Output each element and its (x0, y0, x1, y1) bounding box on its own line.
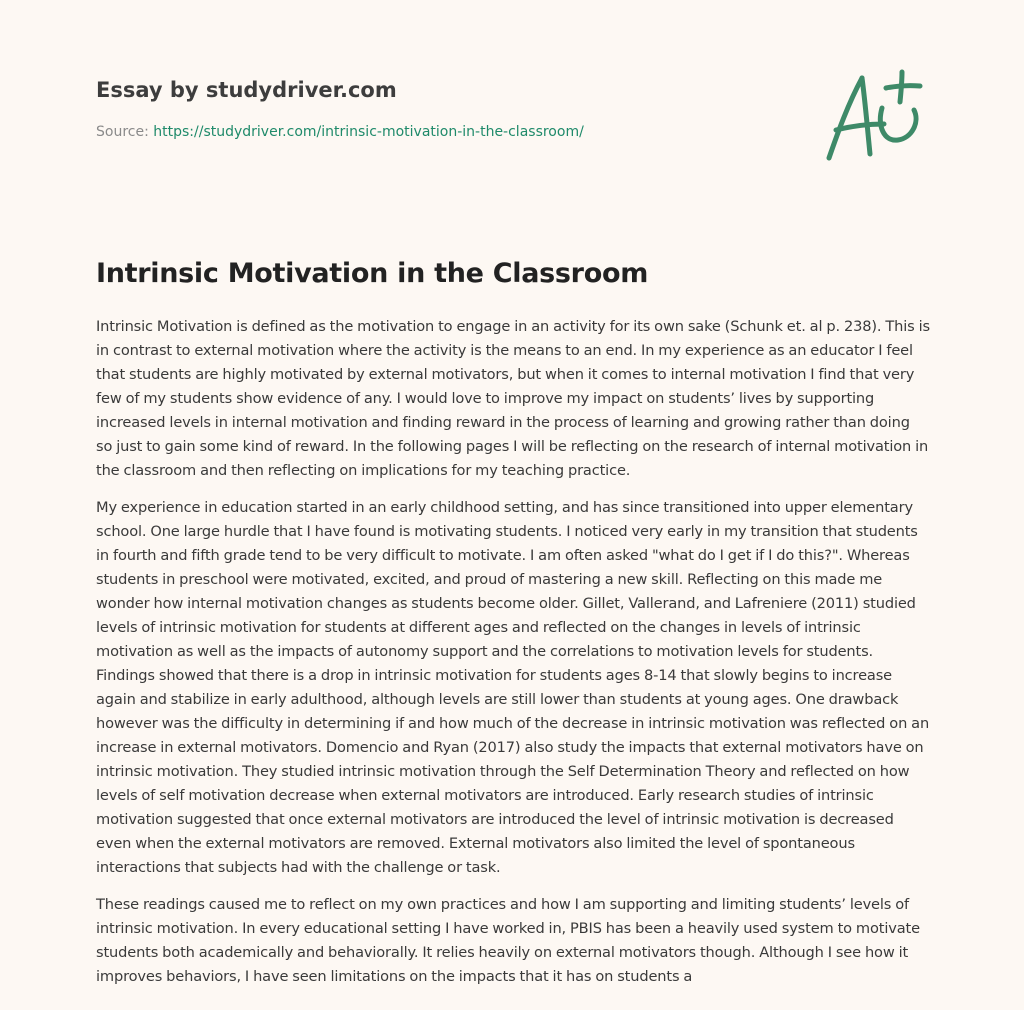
a-plus-logo (822, 68, 926, 164)
site-header (96, 74, 796, 142)
source-label: Source: (96, 124, 154, 140)
essay-paragraph-1: Intrinsic Motivation is defined as the motivation to engage in an activity for its own sake (Schunk et. al p. 238). This is in contrast to external motivation where the activity is the means to an end. In my experience as an educator I feel that students are highly motivated by external motivators, but when it comes to internal motivation I find that very few of my students show evidence of any. I would love to improve my impact on students’ lives by supporting increased levels in internal motivation and finding reward in the process of learning and growing rather than doing so just to gain some kind of reward. In the following pages I will be reflecting on the research of internal motivation in the classroom and then reflecting on implications for my teaching practice. (96, 318, 930, 479)
a-plus-logo-graphic (822, 68, 926, 164)
essay-paragraph-2: My experience in education started in an early childhood setting, and has since transitioned into upper elementary school. One large hurdle that I have found is motivating students. I noticed very early in my transition that students in fourth and fifth grade tend to be very difficult to motivate. I am often asked "what do I get if I do this?". Whereas students in preschool were motivated, excited, and proud of mastering a new skill. Reflecting on this made me wonder how internal motivation changes as students become older. Gillet, Vallerand, and Lafreniere (2011) studied levels of intrinsic motivation for students at different ages and reflected on the changes in levels of intrinsic motivation as well as the impacts of autonomy support and the correlations to motivation levels for students. Findings showed that there is a drop in intrinsic motivation for students ages 8-14 that slowly begins to increase again and stabilize in early adulthood, although levels are still lower than students at young ages. One drawback however was the difficulty in determining if and how much of the decrease in intrinsic motivation was reflected on an increase in external motivators. Domencio and Ryan (2017) also study the impacts that external motivators have on intrinsic motivation. They studied intrinsic motivation through the Self Determination Theory and reflected on how levels of self motivation decrease when external motivators are introduced. Early research studies of intrinsic motivation suggested that once external motivators are introduced the level of intrinsic motivation is decreased even when the external motivators are removed. External motivators also limited the level of spontaneous interactions that subjects had with the challenge or task. (96, 499, 930, 876)
essay-body (96, 315, 930, 1002)
essay-title: Intrinsic Motivation in the Classroom (96, 258, 649, 289)
essay-paragraph-3: These readings caused me to reflect on my own practices and how I am supporting and limiting students’ levels of intrinsic motivation. In every educational setting I have worked in, PBIS has been a heavily used system to motivate students both academically and behaviorally. It relies heavily on external motivators though. Although I see how it improves behaviors, I have seen limitations on the impacts that it has on students a (96, 896, 920, 985)
source-line (96, 122, 796, 142)
source-link[interactable]: https://studydriver.com/intrinsic-motivation-in-the-classroom/ (153, 124, 584, 140)
brand-title: Essay by studydriver.com (96, 78, 397, 102)
